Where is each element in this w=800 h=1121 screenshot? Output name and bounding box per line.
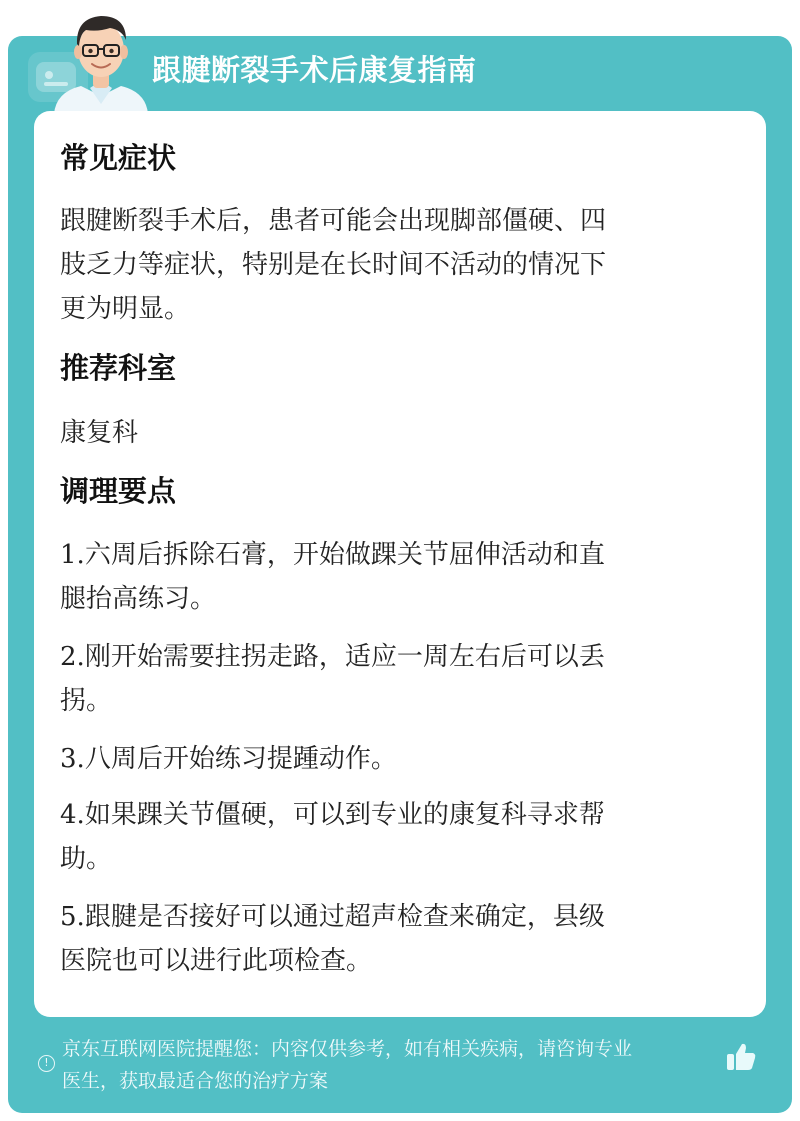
footer-line-2: 医生，获取最适合您的治疗方案: [62, 1070, 329, 1092]
care-item-4-line-1: 4.如果踝关节僵硬，可以到专业的康复科寻求帮: [60, 800, 605, 830]
doctor-avatar-icon: [46, 4, 156, 114]
care-item-1-line-1: 1.六周后拆除石膏，开始做踝关节屈伸活动和直: [60, 540, 605, 570]
symptoms-line-3: 更为明显。: [60, 294, 191, 324]
care-item-5-line-1: 5.跟腱是否接好可以通过超声检查来确定，县级: [60, 902, 605, 932]
symptoms-line-2: 肢乏力等症状，特别是在长时间不活动的情况下: [60, 250, 607, 280]
info-icon: !: [38, 1055, 55, 1072]
symptoms-title: 常见症状: [60, 141, 177, 175]
care-item-2-line-1: 2.刚开始需要拄拐走路，适应一周左右后可以丢: [60, 642, 605, 672]
care-item-4-line-2: 助。: [60, 844, 113, 874]
care-item-4-number: 4.: [60, 800, 85, 830]
footer-disclaimer: [62, 1033, 727, 1097]
care-item-1-line-2: 腿抬高练习。: [60, 584, 217, 614]
care-item-1-number: 1.: [60, 540, 85, 570]
care-item-5-line-2: 医院也可以进行此项检查。: [60, 946, 373, 976]
thumbs-up-icon[interactable]: [724, 1040, 758, 1074]
page-title: 跟腱断裂手术后康复指南: [152, 53, 477, 87]
care-item-2-line-2: 拐。: [60, 686, 113, 716]
care-item-5-number: 5.: [60, 902, 85, 932]
care-item-2-number: 2.: [60, 642, 85, 672]
care-item-3-line-1: 3.八周后开始练习提踵动作。: [60, 744, 397, 774]
department-value: 康复科: [60, 418, 139, 448]
department-title: 推荐科室: [60, 351, 177, 385]
footer-line-1: 京东互联网医院提醒您：内容仅供参考，如有相关疾病，请咨询专业: [62, 1038, 633, 1060]
care-item-3-number: 3.: [60, 744, 85, 774]
symptoms-line-1: 跟腱断裂手术后，患者可能会出现脚部僵硬、四: [60, 206, 607, 236]
care-title: 调理要点: [60, 474, 177, 508]
